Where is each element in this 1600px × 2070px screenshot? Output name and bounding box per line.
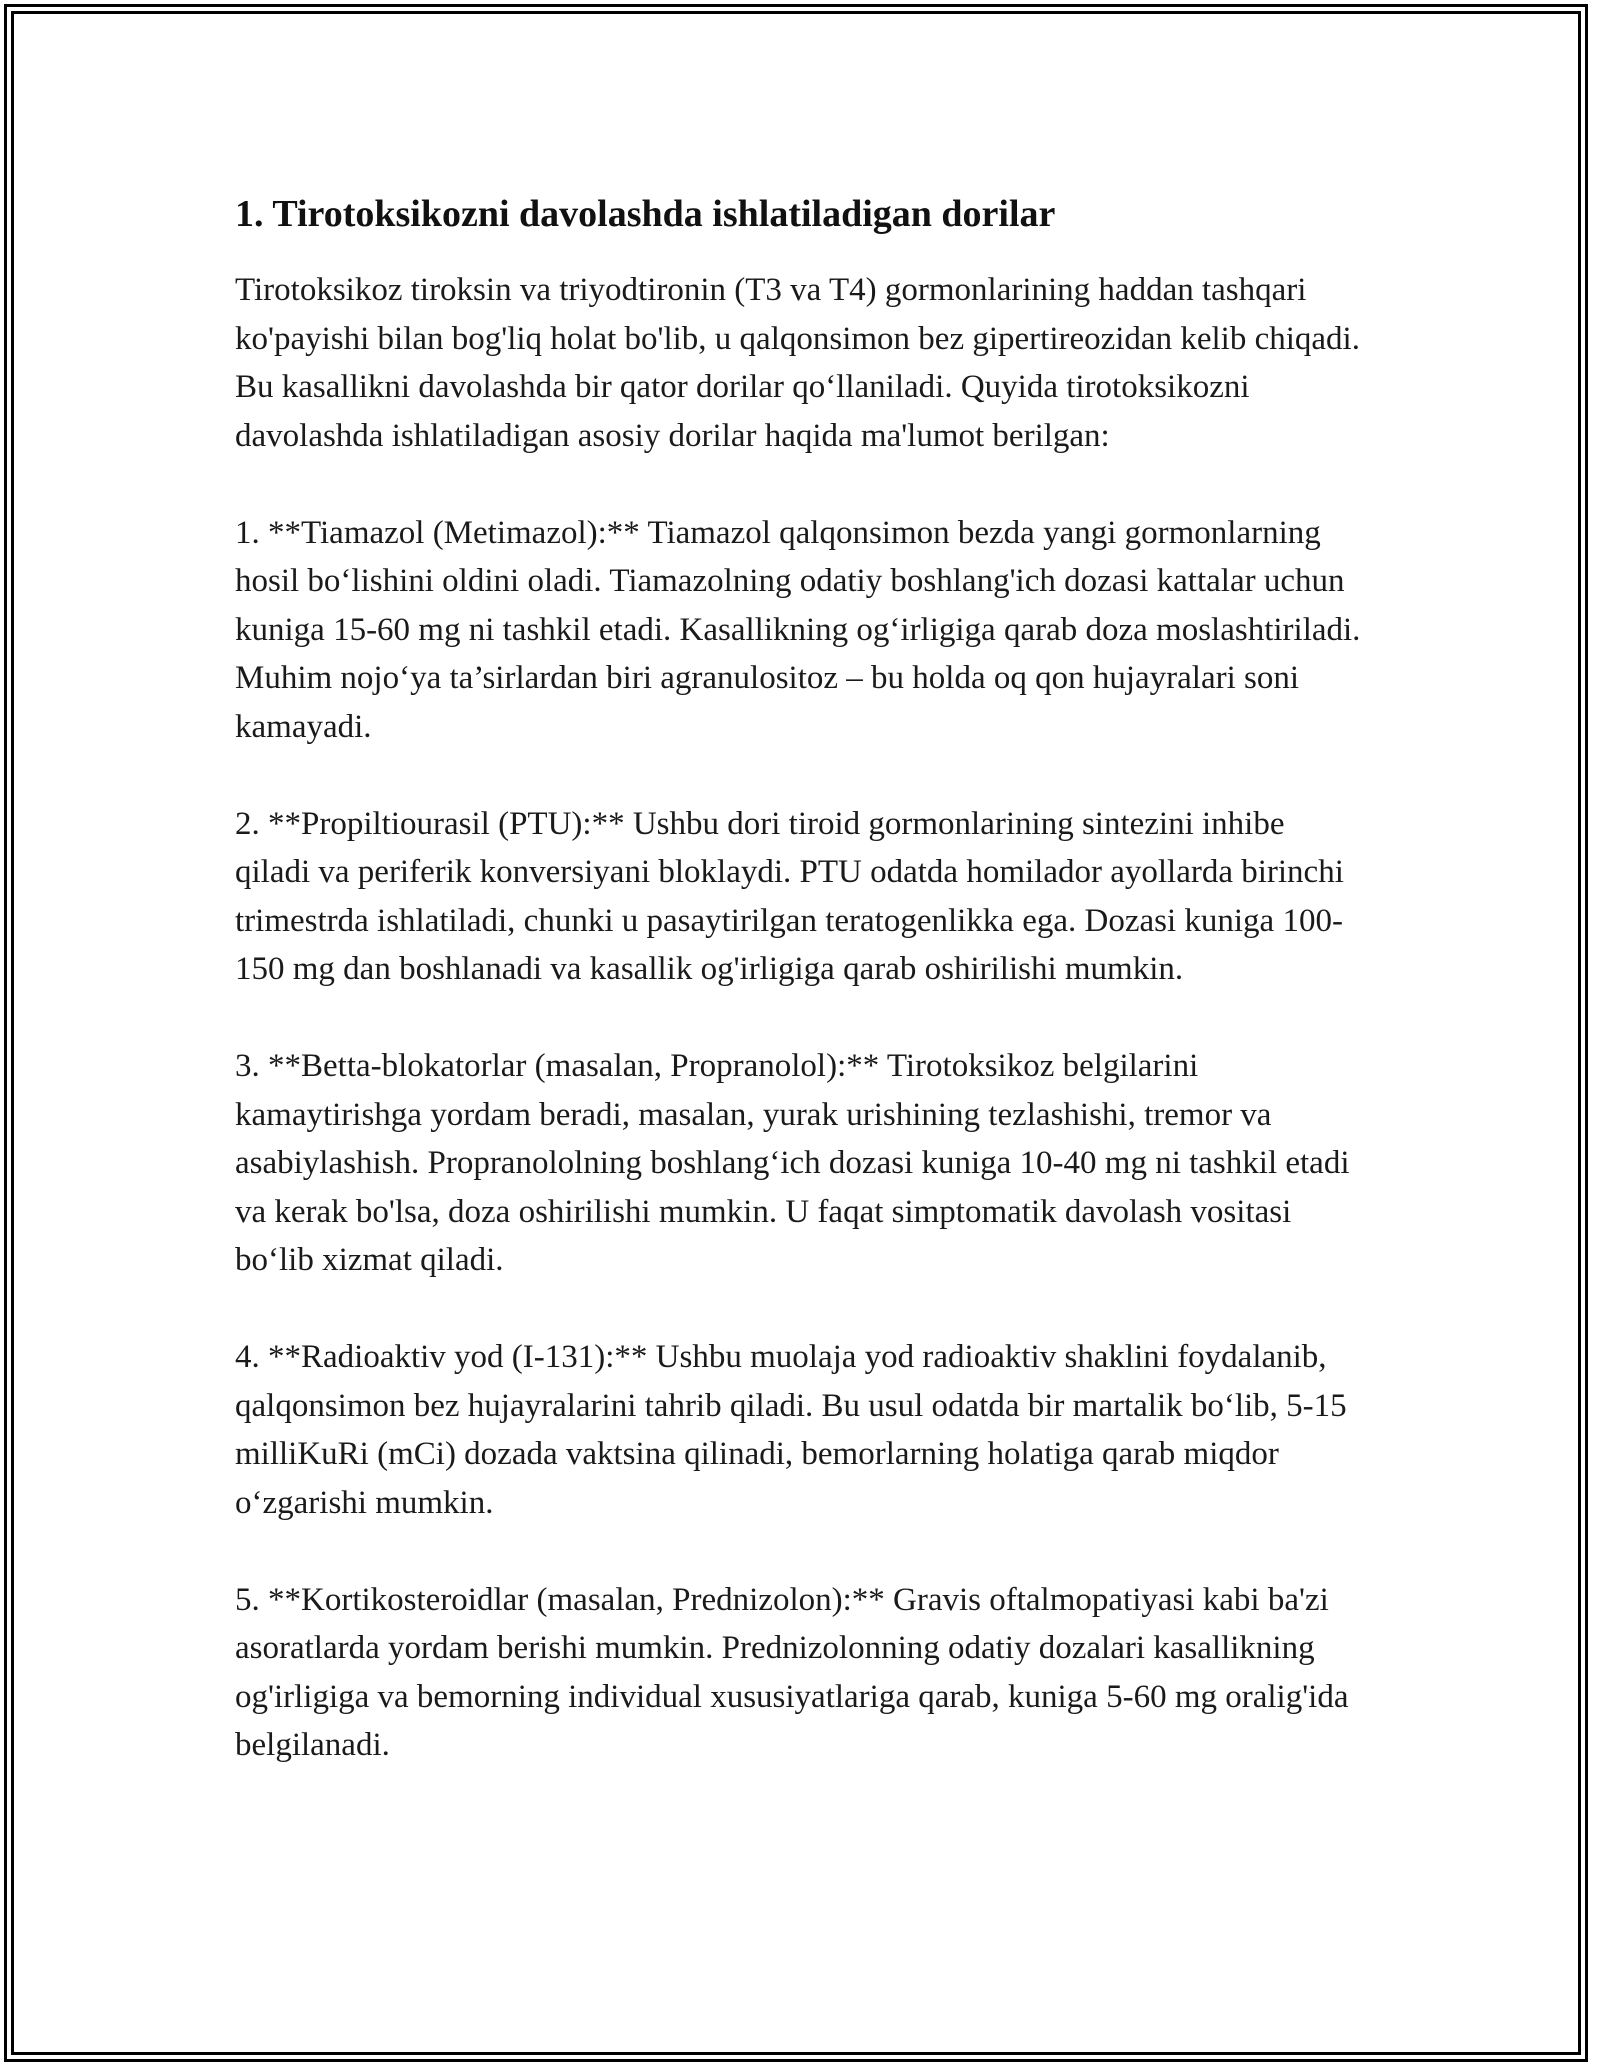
list-item-radioaktiv-yod: 4. **Radioaktiv yod (I-131):** Ushbu muolaja yod radioaktiv shaklini foydalanib, qalqonsimon bez hujayralarini tahrib qiladi. Bu usul odatda bir martalik bo‘lib, 5-15 milliKuRi (mCi) dozada vaktsina qilinadi, bemorlarning holatiga qarab miqdor o‘zgarishi mumkin. (235, 1339, 1347, 1521)
list-item-betta-blokatorlar: 3. **Betta-blokatorlar (masalan, Propranolol):** Tirotoksikoz belgilarini kamaytirishga yordam beradi, masalan, yurak urishining tezlashishi, tremor va asabiylashish. Propranololning boshlang‘ich dozasi kuniga 10-40 mg ni tashkil etadi va kerak bo'lsa, doza oshirilishi mumkin. U faqat simptomatik davolash vositasi bo‘lib xizmat qiladi. (235, 1048, 1350, 1278)
list-item-kortikosteroidlar: 5. **Kortikosteroidlar (masalan, Prednizolon):** Gravis oftalmopatiyasi kabi ba'zi asoratlarda yordam berishi mumkin. Prednizolonning odatiy dozalari kasallikning og'irligiga va bemorning individual xususiyatlariga qarab, kuniga 5-60 mg oralig'ida belgilanadi. (235, 1581, 1349, 1763)
document-body (235, 186, 1365, 1818)
list-item-tiamazol: 1. **Tiamazol (Metimazol):** Tiamazol qalqonsimon bezda yangi gormonlarning hosil bo‘lishini oldini oladi. Tiamazolning odatiy boshlang'ich dozasi kattalar uchun kuniga 15-60 mg ni tashkil etadi. Kasallikning og‘irligiga qarab doza moslashtiriladi. Muhim nojo‘ya ta’sirlardan biri agranulositoz – bu holda oq qon hujayralari soni kamayadi. (235, 514, 1361, 745)
list-item-propiltiourasil: 2. **Propiltiourasil (PTU):** Ushbu dori tiroid gormonlarining sintezini inhibe qiladi va periferik konversiyani bloklaydi. PTU odatda homilador ayollarda birinchi trimestrda ishlatiladi, chunki u pasaytirilgan teratogenlikka ega. Dozasi kuniga 100-150 mg dan boshlanadi va kasallik og'irligiga qarab oshirilishi mumkin. (235, 805, 1344, 987)
intro-paragraph: Tirotoksikoz tiroksin va triyodtironin (T3 va T4) gormonlarining haddan tashqari ko'payishi bilan bog'liq holat bo'lib, u qalqonsimon bez gipertireozidan kelib chiqadi. Bu kasallikni davolashda bir qator dorilar qo‘llaniladi. Quyida tirotoksikozni davolashda ishlatiladigan asosiy dorilar haqida ma'lumot berilgan: (235, 272, 1360, 454)
document-title: 1. Tirotoksikozni davolashda ishlatiladigan dorilar (235, 193, 1056, 235)
